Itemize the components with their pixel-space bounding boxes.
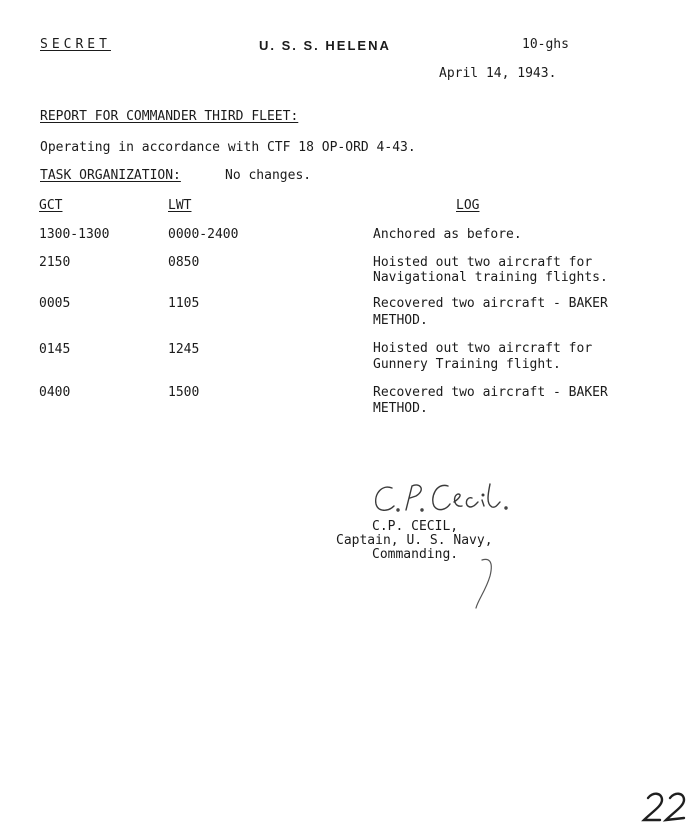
document-date: April 14, 1943. <box>439 66 557 81</box>
classification-marking: SECRET <box>40 37 111 52</box>
report-heading: REPORT FOR COMMANDER THIRD FLEET: <box>40 109 299 124</box>
log-cell: Recovered two aircraft - BAKER <box>373 385 608 400</box>
column-header-lwt: LWT <box>168 198 192 213</box>
lwt-cell: 1105 <box>168 296 200 311</box>
gct-cell: 0005 <box>39 296 71 311</box>
pencil-mark <box>466 548 496 618</box>
task-organization-value: No changes. <box>225 168 312 183</box>
ship-name: U. S. S. HELENA <box>259 38 391 53</box>
signatory-rank: Captain, U. S. Navy, <box>336 533 493 548</box>
gct-cell: 1300-1300 <box>39 227 110 242</box>
document-reference: 10-ghs <box>522 37 569 52</box>
gct-cell: 0145 <box>39 342 71 357</box>
handwritten-signature <box>370 480 520 520</box>
gct-cell: 0400 <box>39 385 71 400</box>
lwt-cell: 0000-2400 <box>168 227 239 242</box>
gct-cell: 2150 <box>39 255 71 270</box>
log-cell-continued: METHOD. <box>373 313 428 328</box>
signatory-role: Commanding. <box>372 547 459 562</box>
signatory-name: C.P. CECIL, <box>372 519 459 534</box>
log-cell-continued: Navigational training flights. <box>373 270 608 285</box>
page-number <box>640 786 696 826</box>
log-cell-continued: METHOD. <box>373 401 428 416</box>
log-cell: Hoisted out two aircraft for <box>373 255 593 270</box>
lwt-cell: 0850 <box>168 255 200 270</box>
column-header-gct: GCT <box>39 198 63 213</box>
lwt-cell: 1500 <box>168 385 200 400</box>
operating-statement: Operating in accordance with CTF 18 OP-ORD 4-43. <box>40 140 416 155</box>
task-organization-label: TASK ORGANIZATION: <box>40 168 181 183</box>
lwt-cell: 1245 <box>168 342 200 357</box>
column-header-log: LOG <box>456 198 480 213</box>
log-cell: Hoisted out two aircraft for <box>373 341 593 356</box>
log-cell: Recovered two aircraft - BAKER <box>373 296 608 311</box>
log-cell-continued: Gunnery Training flight. <box>373 357 561 372</box>
log-cell: Anchored as before. <box>373 227 522 242</box>
